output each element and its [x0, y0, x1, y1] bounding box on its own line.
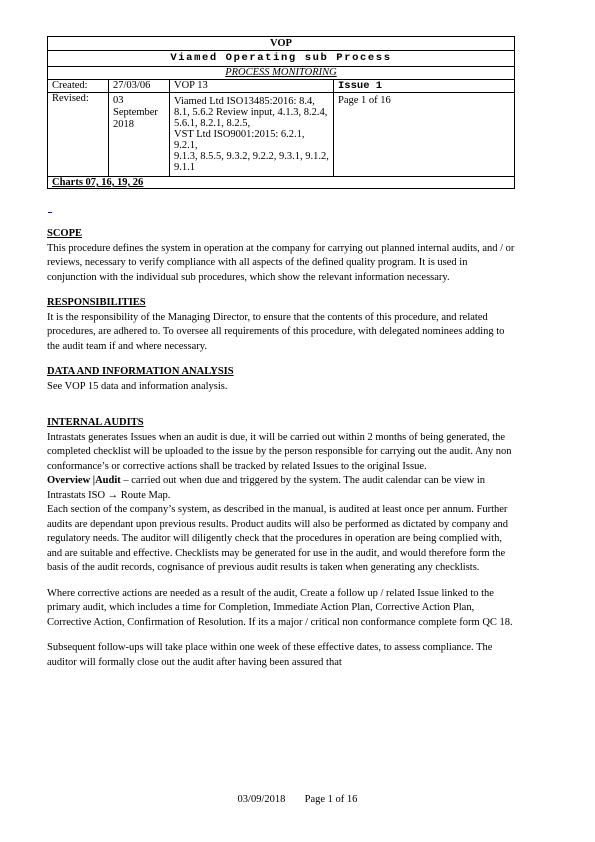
reference-line: 8.1, 5.6.2 Review input, 4.1.3, 8.2.4,: [174, 107, 328, 118]
reference-line: 9.1.3, 8.5.5, 9.3.2, 9.2.2, 9.3.1, 9.1.2,: [174, 151, 329, 162]
internal-audits-paragraph: Each section of the company’s system, as described in the manual, is audited at least once per annum. Further audits are dependant upon previous results. Product audits will also be performed as dictated by company and regulatory needs. The auditor will diligently check that the procedures in operation are being complied with, and are suitable and effective. Checklists may be generated for use in the audit, and would therefore form the basis of the audit records, cognisance of previous audit results is taken when generating any checklists.: [47, 504, 509, 573]
doc-code: VOP: [48, 37, 515, 51]
internal-audits-heading: INTERNAL AUDITS: [47, 417, 144, 428]
footer-page: Page 1 of 16: [304, 794, 358, 805]
page-footer: [0, 794, 595, 805]
responsibilities-text: It is the responsibility of the Managing Director, to ensure that the contents of this procedure, and related procedures, are adhered to. To oversee all requirements of this procedure, with delegated nominees adding to the audit team if and where necessary.: [47, 311, 505, 352]
footer-date: 03/09/2018: [237, 794, 286, 805]
issue-number: Issue 1: [334, 80, 515, 93]
data-analysis-text: See VOP 15 data and information analysis.: [47, 380, 228, 392]
responsibilities-heading: RESPONSIBILITIES: [47, 297, 146, 308]
reference-line: 9.1.1: [174, 162, 195, 173]
revised-value: 03 September 2018: [109, 93, 170, 177]
internal-audits-paragraph: Intrastats generates Issues when an audit is due, it will be carried out within 2 months of being generated, the completed checklist will be uploaded to the issue by the person responsible for carrying out the audit. Any non conformance’s or corrective actions shall be tracked by related Issues to the original Issue.: [47, 431, 512, 472]
hyperlink-marker: [48, 212, 52, 213]
reference-line: 5.6.1, 8.2.1, 8.2.5,: [174, 118, 251, 129]
scope-text: This procedure defines the system in operation at the company for carrying out planned internal audits, and / or reviews, necessary to verify compliance with all aspects of the defined quality program. It is used in conjunction with the individual sub procedures, which show the relevant information necessary.: [47, 242, 515, 283]
data-analysis-heading: DATA AND INFORMATION ANALYSIS: [47, 366, 234, 377]
document-header-table: [47, 36, 515, 189]
overview-paragraph: [47, 474, 517, 503]
created-value: 27/03/06: [109, 80, 170, 93]
reference-line: VST Ltd ISO9001:2015: 6.2.1, 9.2.1,: [174, 129, 305, 151]
charts-reference: Charts 07, 16, 19, 26: [48, 177, 515, 189]
document-body: [47, 227, 517, 670]
overview-text: – carried out when due and triggered by the system. The audit calendar can be view in Intrastats ISO → Route Map.: [47, 475, 486, 501]
internal-audits-paragraph: Subsequent follow-ups will take place within one week of these effective dates, to assess compliance. The auditor will formally close out the audit after having been assured that: [47, 642, 493, 668]
doc-subtitle: PROCESS MONITORING: [48, 67, 515, 80]
standards-references: [170, 93, 334, 177]
scope-heading: SCOPE: [47, 228, 83, 239]
doc-title: Viamed Operating sub Process: [48, 51, 515, 67]
revised-label: Revised:: [48, 93, 109, 177]
page-count: Page 1 of 16: [334, 93, 515, 177]
reference-line: Viamed Ltd ISO13485:2016: 8.4,: [174, 96, 315, 107]
overview-label: Overview |Audit: [47, 475, 121, 486]
created-label: Created:: [48, 80, 109, 93]
doc-number: VOP 13: [170, 80, 334, 93]
internal-audits-paragraph: Where corrective actions are needed as a result of the audit, Create a follow up / related Issue linked to the primary audit, which includes a time for Completion, Immediate Action Plan, Corrective Action Plan, Corrective Action, Confirmation of Resolution. If its a major / critical non conformance complete form QC 18.: [47, 587, 513, 628]
